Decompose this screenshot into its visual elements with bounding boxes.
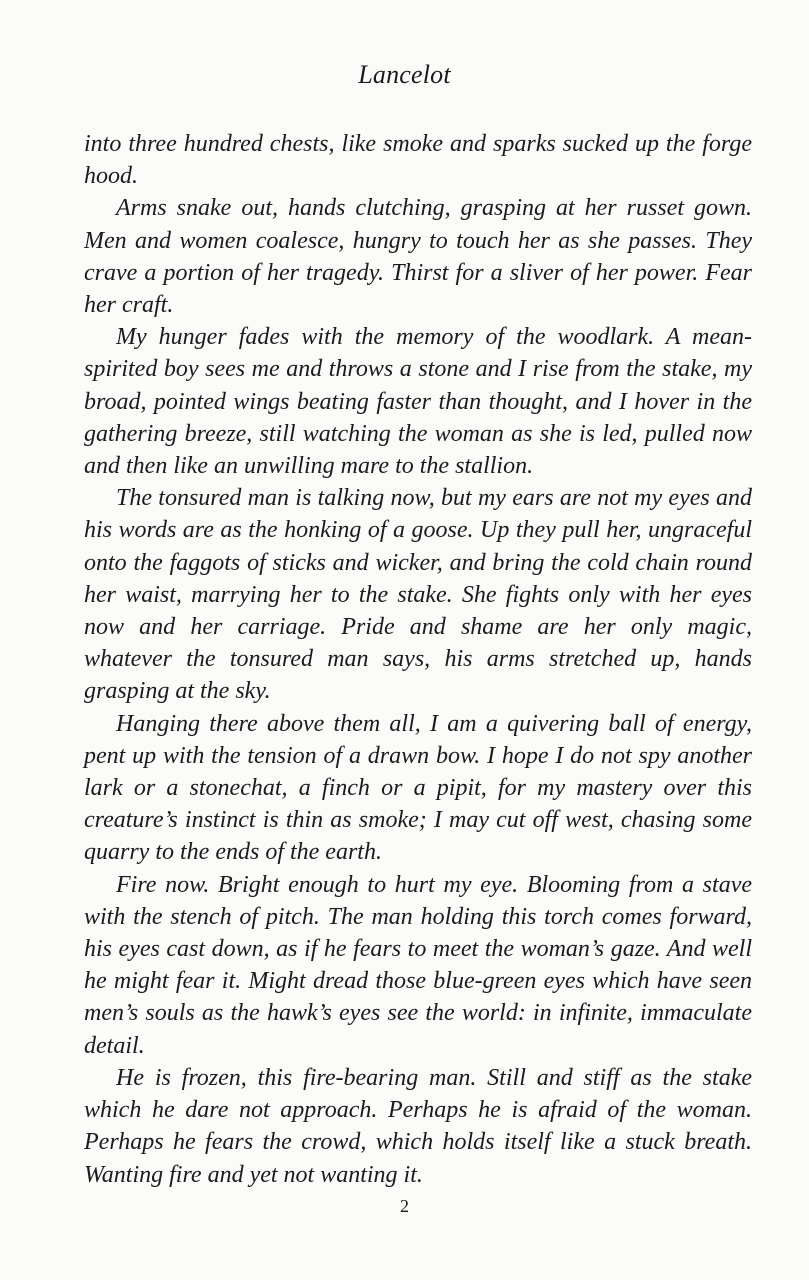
- paragraph-4: The tonsured man is talking now, but my ears are not my eyes and his words are as the honking of a goose. Up they pull her, ungraceful onto the faggots of sticks and wicker, and bring the cold chain round her waist, marrying her to the stake. She fights only with her eyes now and her carriage. Pride and shame are her only magic, whatever the tonsured man says, his arms stretched up, hands grasping at the sky.: [84, 485, 752, 705]
- paragraph-7: He is frozen, this fire-bearing man. Still and stiff as the stake which he dare not approach. Perhaps he is afraid of the woman. Perhaps he fears the crowd, which holds itself like a stuck breath. Wanting fire and yet not wanting it.: [84, 1064, 752, 1188]
- paragraph-1: into three hundred chests, like smoke and sparks sucked up the forge hood.: [84, 131, 752, 190]
- page-number: 2: [400, 1196, 409, 1216]
- body-text: [84, 128, 752, 1191]
- paragraph-2: Arms snake out, hands clutching, grasping at her russet gown. Men and women coalesce, hungry to touch her as she passes. They crave a portion of her tragedy. Thirst for a sliver of her power. Fear her craft.: [84, 195, 752, 319]
- running-head-title: Lancelot: [358, 60, 451, 89]
- paragraph-5: Hanging there above them all, I am a quivering ball of energy, pent up with the tension of a drawn bow. I hope I do not spy another lark or a stonechat, a finch or a pipit, for my mastery over this creature’s instinct is thin as smoke; I may cut off west, chasing some quarry to the ends of the earth.: [84, 710, 752, 866]
- paragraph-3: My hunger fades with the memory of the woodlark. A mean-spirited boy sees me and throws a stone and I rise from the stake, my broad, pointed wings beating faster than thought, and I hover in the gathering breeze, still watching the woman as she is led, pulled now and then like an unwilling mare to the stallion.: [84, 324, 752, 480]
- paragraph-6: Fire now. Bright enough to hurt my eye. Blooming from a stave with the stench of pitch. The man holding this torch comes forward, his eyes cast down, as if he fears to meet the woman’s gaze. And well he might fear it. Might dread those blue-green eyes which have seen men’s souls as the hawk’s eyes see the world: in infinite, immaculate detail.: [84, 871, 752, 1059]
